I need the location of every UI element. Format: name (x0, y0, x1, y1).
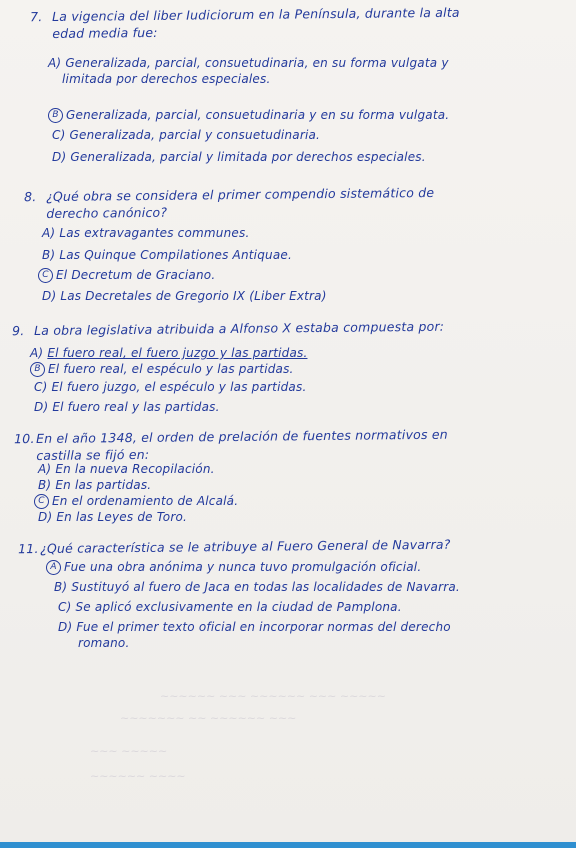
option-9d: D) El fuero real y las partidas. (34, 400, 220, 414)
option-9c: C) El fuero juzgo, el espéculo y las partidas. (34, 380, 307, 394)
question-stem-line2: derecho canónico? (46, 204, 168, 221)
option-7b: B Generalizada, parcial, consuetudinaria y en su forma vulgata. (48, 108, 449, 123)
question-7 (30, 3, 562, 42)
show-through-text: ~~~ ~~~~~~ ~~ ~~~~~~~ (120, 712, 297, 725)
question-stem-line1: En el año 1348, el orden de prelación de fuentes normativos en (36, 426, 448, 446)
option-7a-line2: limitada por derechos especiales. (62, 72, 271, 86)
question-stem-line1: ¿Qué obra se considera el primer compendio sistemático de (46, 184, 435, 204)
option-7a: A) Generalizada, parcial, consuetudinaria, en su forma vulgata y (48, 56, 449, 70)
option-7c: C) Generalizada, parcial y consuetudinaria. (52, 128, 321, 142)
show-through-text: ~~~~ ~~~~~~ (90, 770, 186, 783)
option-8b: B) Las Quinque Compilationes Antiquae. (42, 248, 292, 262)
option-8c: C El Decretum de Graciano. (38, 268, 215, 283)
option-8a: A) Las extravagantes communes. (42, 226, 250, 240)
question-number: 9. (12, 323, 25, 339)
option-8d: D) Las Decretales de Gregorio IX (Liber Extra) (42, 289, 327, 303)
answer-circle-icon: B (30, 362, 45, 377)
question-11 (18, 534, 568, 557)
question-stem-line1: ¿Qué característica se le atribuye al Fuero General de Navarra? (40, 536, 451, 556)
option-9a: A) El fuero real, el fuero juzgo y las partidas. (30, 346, 308, 360)
option-11a: A Fue una obra anónima y nunca tuvo promulgación oficial. (46, 560, 421, 575)
answer-circle-icon: B (48, 108, 63, 123)
show-through-text: ~~~~~ ~~~ ~~~~~~ ~~~ ~~~~~~ (160, 690, 386, 703)
answer-circle-icon: C (34, 494, 49, 509)
question-stem-line1: La vigencia del liber Iudiciorum en la Península, durante la alta (52, 4, 460, 24)
question-stem-line2: edad media fue: (52, 24, 158, 41)
option-9b: B El fuero real, el espéculo y las partidas. (30, 362, 294, 377)
answer-circle-icon: A (46, 560, 61, 575)
option-11b: B) Sustituyó al fuero de Jaca en todas las localidades de Navarra. (54, 580, 460, 594)
question-9 (12, 317, 554, 339)
question-stem-line2: castilla se fijó en: (36, 446, 150, 463)
answer-circle-icon: C (38, 268, 53, 283)
question-10 (14, 425, 556, 464)
option-10b: B) En las partidas. (38, 478, 152, 492)
option-11d: D) Fue el primer texto oficial en incorporar normas del derecho (58, 620, 451, 634)
question-8 (24, 183, 556, 222)
option-10c: C En el ordenamiento de Alcalá. (34, 494, 238, 509)
page-edge (0, 842, 576, 848)
option-10d: D) En las Leyes de Toro. (38, 510, 188, 524)
show-through-text: ~~~~~ ~~~ (90, 745, 168, 758)
question-number: 10. (14, 431, 35, 447)
question-number: 8. (24, 189, 37, 205)
question-stem-line1: La obra legislativa atribuida a Alfonso X estaba compuesta por: (34, 318, 445, 338)
question-number: 11. (18, 541, 39, 557)
option-11c: C) Se aplicó exclusivamente en la ciudad de Pamplona. (58, 600, 402, 614)
option-11d-line2: romano. (78, 636, 130, 650)
option-7d: D) Generalizada, parcial y limitada por derechos especiales. (52, 150, 426, 164)
option-10a: A) En la nueva Recopilación. (38, 462, 215, 476)
question-number: 7. (30, 9, 43, 25)
